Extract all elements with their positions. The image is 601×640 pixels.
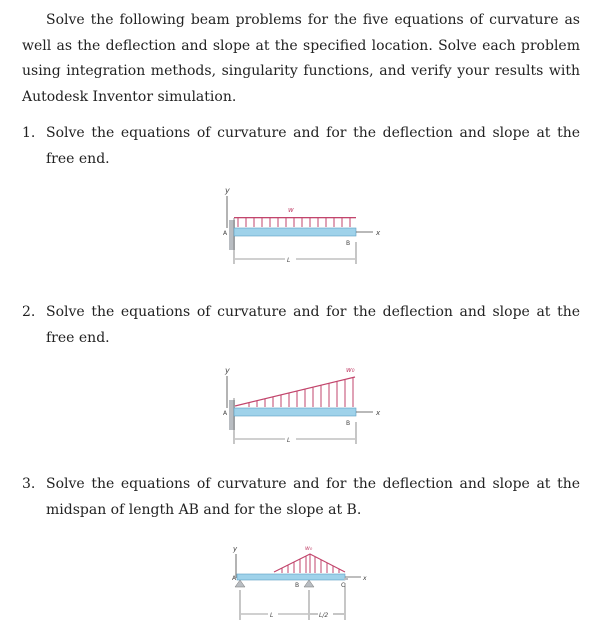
- problem-text: Solve the equations of curvature and for the deflection and slope at the free end.: [46, 304, 580, 346]
- load-top-line: [234, 217, 356, 218]
- problem-3: [22, 472, 580, 523]
- load-label: w₀: [346, 366, 355, 374]
- problem-text: Solve the equations of curvature and for the deflection and slope at the midspan of length AB and for the slope at B.: [46, 476, 580, 518]
- intro-paragraph: Solve the following beam problems for the five equations of curvature as well as the deflection and slope at the specified location. Solve each problem using integration methods, singularity functions, and verify your results with Autodesk Inventor simulation.: [22, 12, 580, 105]
- point-b-label: B: [295, 582, 300, 589]
- x-axis-label: x: [376, 229, 381, 237]
- length-label: L: [287, 257, 291, 264]
- load-label: w₀: [305, 545, 313, 552]
- beam: [234, 228, 356, 236]
- length-label: L: [270, 612, 274, 619]
- x-axis-label: x: [363, 575, 367, 582]
- problem-1: [22, 121, 580, 172]
- figure-1-cantilever-uniform-load: [205, 180, 395, 270]
- problem-2: [22, 300, 580, 351]
- uniform-load-arrows: [238, 218, 350, 227]
- y-axis-label: y: [233, 545, 238, 553]
- problem-number: 3.: [22, 476, 36, 492]
- pin-support-b: [304, 580, 314, 587]
- end-c: [344, 578, 348, 580]
- x-axis-label: x: [376, 409, 381, 417]
- problem-number: 2.: [22, 304, 36, 320]
- beam: [237, 574, 345, 580]
- point-b-label: B: [346, 420, 351, 427]
- problem-number: 1.: [22, 125, 36, 141]
- problem-text: Solve the equations of curvature and for the deflection and slope at the free end.: [46, 125, 580, 167]
- length-label: L: [287, 437, 291, 444]
- point-a-label: A: [232, 575, 237, 582]
- point-a-label: A: [223, 230, 228, 237]
- beam: [234, 408, 356, 416]
- point-a-label: A: [223, 410, 228, 417]
- point-c-label: C: [341, 582, 346, 589]
- figure-3-overhang-beam-triangular-load: [220, 538, 380, 636]
- triangular-load-arrows: [249, 378, 353, 408]
- y-axis-label: y: [225, 366, 230, 375]
- load-label: w: [288, 206, 294, 214]
- half-length-label: L/2: [319, 612, 329, 619]
- point-b-label: B: [346, 240, 351, 247]
- figure-2-cantilever-triangular-load: [205, 360, 395, 450]
- y-axis-label: y: [225, 186, 230, 195]
- pin-support-a: [235, 580, 245, 587]
